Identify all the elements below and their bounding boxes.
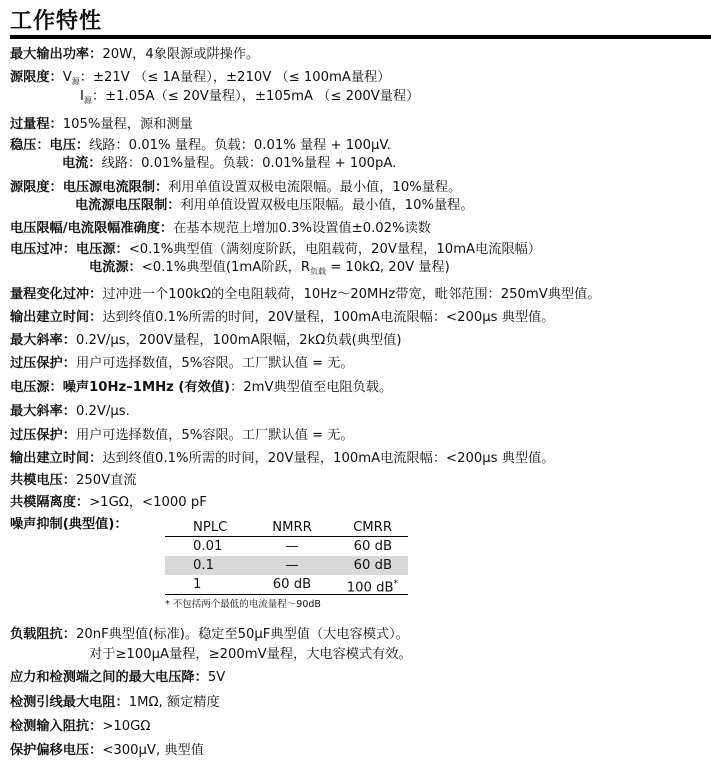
- spec-value: 0.2V/μs.: [75, 404, 130, 419]
- cell-cmrr: 60 dB: [353, 539, 392, 554]
- spec-label: 量程变化过冲：: [10, 287, 103, 302]
- sense-lead-resistance: [10, 694, 220, 712]
- spec-value: 1MΩ, 额定精度: [128, 695, 220, 710]
- spec-value: 0.2V/μs，200V量程，100mA限幅，2kΩ负载(典型值): [75, 333, 402, 348]
- spec-value: >10GΩ: [102, 719, 151, 734]
- spec-label: 源限度：电压源电流限制：: [10, 180, 169, 195]
- spec-label: 过压保护：: [10, 428, 76, 443]
- spec-value: 5V: [207, 670, 226, 685]
- spec-label: 稳压：电压：: [10, 138, 90, 153]
- spec-value: <300μV, 典型值: [102, 743, 204, 758]
- spec-value: 在基本规范上增加0.3%设置值±0.02%读数: [173, 221, 431, 236]
- v-symbol: [63, 70, 80, 85]
- title-rule: [10, 35, 711, 39]
- spec-label: 检测引线最大电阻：: [10, 695, 129, 710]
- limit-accuracy: [10, 220, 431, 238]
- spec-value: 利用单值设置双极电压限幅。最小值，10%量程。: [180, 198, 474, 213]
- cell-cmrr: 60 dB: [353, 558, 392, 573]
- sense-input-impedance: [10, 718, 150, 736]
- cell-cmrr: [347, 575, 398, 597]
- table-row: [165, 575, 408, 595]
- spec-value: ：2mV典型值至电阻负载。: [230, 380, 393, 395]
- spec-label: 电流源电压限制：: [75, 198, 181, 213]
- spec-label: 电流：: [62, 156, 102, 171]
- cell-nmrr: 60 dB: [272, 577, 312, 592]
- regulation-voltage: [10, 137, 391, 155]
- cell-nmrr: —: [285, 539, 299, 554]
- noise-rejection-table: [165, 518, 408, 595]
- spec-value-b: = 10kΩ, 20V 量程): [326, 260, 450, 275]
- spec-label: 过量程：: [10, 117, 63, 132]
- header-cmrr: CMRR: [353, 520, 392, 535]
- header-nplc: NPLC: [193, 520, 228, 535]
- spec-label: 电压源：噪声10Hz–1MHz (有效值): [10, 380, 231, 395]
- spec-label: 共模隔离度：: [10, 495, 90, 510]
- guard-offset-voltage: [10, 742, 204, 760]
- range-change-overshoot: [10, 286, 601, 304]
- cell-nplc: 1: [193, 577, 202, 592]
- common-mode-voltage: [10, 472, 137, 490]
- cmrr-value: 100 dB: [346, 580, 394, 596]
- spec-label: 最大斜率：: [10, 333, 76, 348]
- footnote-mark: *: [393, 579, 398, 589]
- cell-nplc: 0.1: [193, 558, 214, 573]
- spec-value: 达到终值0.1%所需的时间，20V量程，100mA电流限幅：<200μs 典型值。: [102, 451, 555, 466]
- spec-value: 线路：0.01%量程。负载：0.01%量程 + 100pA.: [101, 156, 397, 171]
- table-row: [165, 556, 408, 575]
- spec-value: 用户可选择数值，5%容限。工厂默认值 = 无。: [75, 356, 354, 371]
- overvoltage-protection-1: [10, 355, 354, 373]
- noise-rejection: [10, 516, 128, 534]
- load-impedance-note: 对于≥100μA量程，≥200mV量程，大电容模式有效。: [89, 647, 412, 662]
- overrange: [10, 116, 193, 134]
- source-limit-current: [80, 88, 419, 110]
- spec-label: 保护偏移电压：: [10, 743, 103, 758]
- spec-value: 250V直流: [75, 473, 137, 488]
- spec-label: 电压限幅/电流限幅准确度：: [10, 221, 174, 236]
- v-letter: V: [62, 70, 72, 85]
- spec-value: 用户可选择数值，5%容限。工厂默认值 = 无。: [75, 428, 354, 443]
- spec-value: 线路：0.01% 量程。负载：0.01% 量程 + 100μV.: [89, 138, 391, 153]
- v-subscript: 源: [71, 77, 80, 86]
- spec-label: 电压过冲：电压源：: [10, 242, 129, 257]
- voltage-source-noise: [10, 379, 392, 397]
- settling-time-2: [10, 450, 554, 468]
- source-limit-vsrc: [10, 179, 461, 197]
- spec-value: >1GΩ，<1000 pF: [89, 495, 207, 510]
- spec-label: 噪声抑制(典型值)：: [10, 517, 128, 532]
- source-limit-isrc: [75, 197, 474, 215]
- cell-nplc: 0.01: [193, 539, 223, 554]
- spec-label: 电流源：: [89, 260, 142, 275]
- spec-value: <0.1%典型值（满刻度阶跃，电阻载荷，20V量程，10mA电流限幅）: [128, 242, 542, 257]
- cell-nmrr: —: [285, 558, 299, 573]
- voltage-overshoot: [10, 241, 541, 259]
- spec-value: 利用单值设置双极电流限幅。最小值，10%量程。: [168, 180, 462, 195]
- settling-time-1: [10, 309, 554, 327]
- spec-label: 最大斜率：: [10, 404, 76, 419]
- spec-value: 达到终值0.1%所需的时间，20V量程，100mA电流限幅：<200μs 典型值。: [102, 310, 555, 325]
- table-row: [165, 537, 408, 556]
- header-nmrr: NMRR: [272, 520, 312, 535]
- spec-value: 20nF典型值(标准)。稳定至50μF典型值（大电容模式）。: [75, 627, 409, 642]
- regulation-current: [62, 155, 396, 173]
- i-letter: I: [80, 89, 84, 104]
- r-subscript: 负载: [310, 267, 326, 276]
- common-mode-isolation: [10, 494, 207, 512]
- spec-label: 检测输入阻抗：: [10, 719, 103, 734]
- load-impedance: [10, 626, 409, 644]
- table-footnote: * 不包括两个最低的电流量程～90dB: [165, 599, 321, 610]
- max-voltage-drop: [10, 669, 225, 687]
- spec-label: 应力和检测端之间的最大电压降：: [10, 670, 208, 685]
- overvoltage-protection-2: [10, 427, 354, 445]
- table-header-row: [165, 518, 408, 537]
- spec-label: 负载阻抗：: [10, 627, 76, 642]
- spec-label: 输出建立时间：: [10, 310, 103, 325]
- max-slew-1: [10, 332, 402, 350]
- spec-value: 105%量程，源和测量: [62, 117, 193, 132]
- max-slew-2: [10, 403, 130, 421]
- spec-label: 过压保护：: [10, 356, 76, 371]
- spec-label: 源限度：: [10, 70, 63, 85]
- spec-value: 过冲进一个100kΩ的全电阻载荷，10Hz～20MHz带宽，毗邻范围：250mV典型值。: [102, 287, 601, 302]
- spec-value: ：±1.05A（≤ 20V量程），±105mA （≤ 200V量程）: [91, 89, 420, 104]
- spec-value: 20W，4象限源或阱操作。: [102, 47, 260, 62]
- max-output-power: [10, 46, 259, 64]
- spec-value-a: <0.1%典型值(1mA阶跃，R: [141, 260, 310, 275]
- spec-value: ：±21V （≤ 1A量程），±210V （≤ 100mA量程）: [79, 70, 391, 85]
- spec-label: 输出建立时间：: [10, 451, 103, 466]
- current-overshoot: [89, 259, 450, 281]
- section-title: 工作特性: [10, 9, 103, 34]
- i-subscript: 源: [83, 96, 92, 105]
- spec-label: 共模电压：: [10, 473, 76, 488]
- spec-label: 最大输出功率：: [10, 47, 103, 62]
